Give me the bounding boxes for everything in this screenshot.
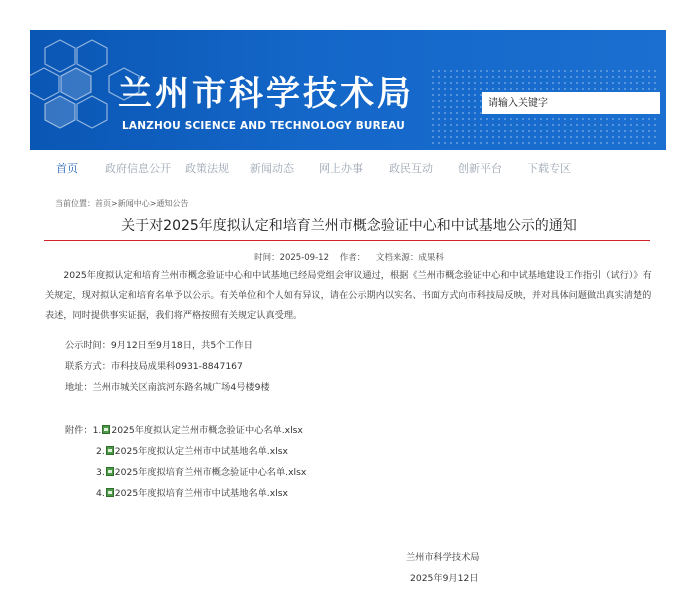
nav-item-home[interactable]: 首页 bbox=[56, 162, 78, 175]
attachment-link[interactable]: 2025年度拟认定兰州市概念验证中心名单.xlsx bbox=[111, 425, 303, 436]
attachment-index: 2. bbox=[96, 446, 105, 457]
attachments-label: 附件： bbox=[65, 425, 93, 436]
meta-source: 文档来源：成果科 bbox=[375, 253, 444, 263]
excel-file-icon bbox=[106, 467, 114, 476]
nav-item-downloads[interactable]: 下载专区 bbox=[527, 162, 571, 175]
attachment-row bbox=[65, 422, 303, 436]
article-meta bbox=[0, 251, 698, 263]
nav-item-interaction[interactable]: 政民互动 bbox=[389, 162, 433, 175]
search-input[interactable] bbox=[482, 92, 660, 114]
excel-file-icon bbox=[106, 488, 114, 497]
article-body: 2025年度拟认定和培育兰州市概念验证中心和中试基地已经局党组会审议通过，根据《兰州市概念验证中心和中试基地建设工作指引（试行）》有关规定，现对拟认定和培育名单予以公示。有关单位和个人如有异议，请在公示期内以实名、书面方式向市科技局反映，并对具体问题做出真实清楚的表述，同时提供事实证据，我们将严格按照有关规定认真受理。 bbox=[45, 270, 652, 321]
site-subtitle: LANZHOU SCIENCE AND TECHNOLOGY BUREAU bbox=[122, 120, 406, 132]
nav-item-news[interactable]: 新闻动态 bbox=[250, 162, 294, 175]
nav-item-online-service[interactable]: 网上办事 bbox=[319, 162, 363, 175]
nav-item-policy[interactable]: 政策法规 bbox=[185, 162, 229, 175]
site-title: 兰州市科学技术局 bbox=[118, 74, 414, 114]
header-banner bbox=[30, 30, 666, 150]
attachment-link[interactable]: 2025年度拟培育兰州市中试基地名单.xlsx bbox=[114, 488, 288, 499]
address-info: 地址：兰州市城关区南滨河东路名城广场4号楼9楼 bbox=[65, 382, 270, 393]
nav-item-innovation[interactable]: 创新平台 bbox=[458, 162, 502, 175]
signature-date: 2025年9月12日 bbox=[410, 573, 479, 584]
meta-author: 作者： bbox=[339, 253, 366, 263]
article-title: 关于对2025年度拟认定和培育兰州市概念验证中心和中试基地公示的通知 bbox=[121, 218, 577, 234]
signature-org: 兰州市科学技术局 bbox=[406, 552, 480, 563]
excel-file-icon bbox=[102, 425, 110, 434]
attachment-row bbox=[96, 464, 306, 478]
excel-file-icon bbox=[106, 446, 114, 455]
attachment-row bbox=[96, 443, 288, 457]
main-nav bbox=[30, 150, 666, 182]
attachment-link[interactable]: 2025年度拟认定兰州市中试基地名单.xlsx bbox=[114, 446, 288, 457]
attachment-row bbox=[96, 485, 288, 499]
title-divider bbox=[44, 240, 650, 241]
attachment-index: 1. bbox=[92, 425, 102, 436]
attachment-link[interactable]: 2025年度拟培育兰州市概念验证中心名单.xlsx bbox=[114, 467, 307, 478]
attachment-index: 3. bbox=[96, 467, 105, 478]
contact-info: 联系方式：市科技局成果科0931-8847167 bbox=[65, 361, 243, 372]
attachment-index: 4. bbox=[96, 488, 105, 499]
breadcrumb: 当前位置：首页>新闻中心>通知公告 bbox=[55, 199, 189, 208]
nav-item-gov-info[interactable]: 政府信息公开 bbox=[105, 162, 171, 175]
meta-time: 时间：2025-09-12 bbox=[254, 253, 329, 263]
notice-period: 公示时间：9月12日至9月18日，共5个工作日 bbox=[65, 340, 253, 351]
